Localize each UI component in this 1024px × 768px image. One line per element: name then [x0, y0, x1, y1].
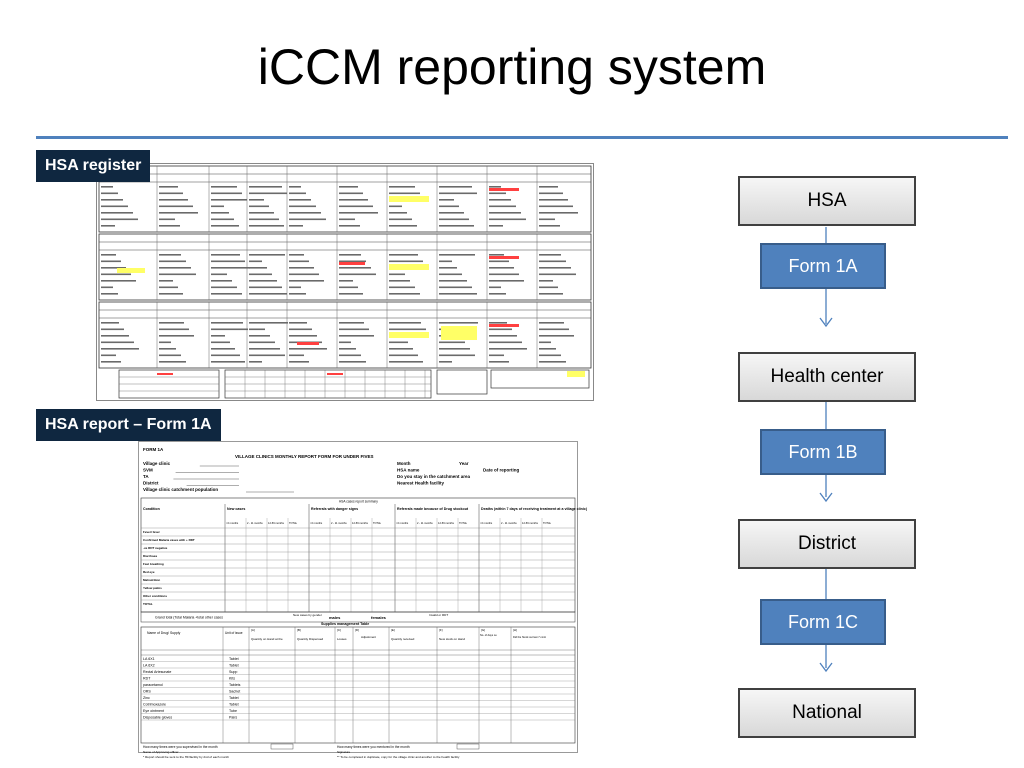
supply-name: RDT — [143, 676, 151, 681]
cases-age-header: 12-59 months — [352, 522, 368, 525]
cases-condition-label: TOTAL — [143, 602, 153, 606]
cases-condition-label: Other conditions — [143, 594, 167, 598]
form-right-field: Date of reporting — [483, 467, 520, 473]
supply-unit: Kits — [229, 676, 235, 681]
form-right-field: Nearest Health facility — [397, 480, 445, 486]
form-left-field: District — [143, 480, 159, 486]
supply-header: New stock on Hand — [439, 637, 466, 641]
flow-form-1c: Form 1C — [760, 599, 886, 645]
form-right-field: HSA name — [397, 467, 420, 473]
gender-label: New cases by gender — [293, 613, 322, 617]
footer-line: * Report should be sent to the HF/facility by 2nd of each month — [143, 755, 229, 759]
supply-unit: Tablet — [229, 663, 239, 668]
form-left-field: TA — [143, 474, 149, 479]
cases-age-header: 2 - 11 months — [331, 522, 347, 525]
supply-unit: Supp — [229, 670, 238, 674]
flow-level-national: National — [738, 688, 916, 738]
supply-unit: Sachet — [229, 689, 241, 694]
cases-age-header: 12-59 months — [268, 522, 284, 525]
form-code: FORM 1A — [143, 447, 164, 452]
cases-age-header: TOTAL — [289, 522, 298, 525]
cases-age-header: <2 months — [310, 522, 323, 525]
cases-condition-label: Fever/ fever — [143, 530, 160, 534]
supply-unit: Tablets — [229, 683, 241, 687]
supply-name: Cotrimoxazole — [143, 702, 166, 707]
cases-age-header: TOTAL — [459, 522, 468, 525]
cases-age-header: 12-59 months — [522, 522, 538, 525]
slide-title: iCCM reporting system — [257, 39, 767, 95]
supply-unit: Tablet — [229, 696, 239, 700]
supply-letter: [B] — [297, 628, 301, 632]
cases-condition-label: Confirmed Malaria cases with + RDT — [143, 538, 195, 542]
grand-total-label: Grand total (Total Malaria +total other cases — [155, 615, 223, 620]
supply-letter: [A] — [251, 628, 255, 632]
supply-letter: [E] — [391, 628, 395, 632]
flow-level-health-center: Health center — [738, 352, 916, 402]
supply-header: Losses — [337, 637, 347, 641]
supply-header: Quantity Dispensed — [297, 637, 324, 641]
hsa-register-label: HSA register — [36, 150, 150, 182]
cases-column-header: New cases — [227, 507, 246, 511]
footer-line: How many times were you mentored in the month — [337, 745, 410, 749]
cases-age-header: 12-59 months — [438, 522, 454, 525]
supply-table-caption: Supplies management Table — [321, 622, 370, 626]
gender-males-label: males — [329, 615, 341, 620]
cases-condition-label: Yellow palms — [143, 586, 162, 590]
form-left-field: SVM — [143, 467, 153, 473]
supply-name: Zinc — [143, 696, 150, 700]
supply-header: No. of days ou — [480, 634, 497, 637]
flow-form-1a: Form 1A — [760, 243, 886, 289]
invalid-rdt-label: Invalid or RDT — [429, 613, 449, 617]
supply-unit: Tube — [229, 709, 238, 713]
flow-form-1b: Form 1B — [760, 429, 886, 475]
supply-name: Eye ointment — [143, 709, 164, 713]
form-right-field: Do you stay in the catchment area — [397, 474, 471, 479]
cases-condition-label: Red eye — [143, 570, 155, 574]
footer-line: ** To be completed in duplicate, copy for the village clinic and another to the health facility — [337, 755, 460, 759]
supply-name: Rectal Artesunate — [143, 670, 172, 674]
supply-header: Name of Drug/ Supply — [147, 631, 181, 635]
cases-column-header: Deaths (within 7 days of receiving treatment at a village clinic) — [481, 507, 588, 511]
supply-header: Quantity on Hand at the — [251, 637, 283, 641]
supply-name: LA 6X1 — [143, 657, 155, 661]
supply-letter: [C] — [337, 628, 341, 632]
cases-age-header: <2 months — [480, 522, 493, 525]
supply-header: Did the Stock out last 7 conti — [513, 636, 546, 639]
cases-table-caption: HSA cases report summary — [339, 499, 378, 504]
supply-header: Adjustment — [361, 635, 377, 639]
supply-unit: Pairs — [229, 715, 238, 720]
form-right-field: Month — [397, 461, 411, 466]
cases-condition-label: Fast breathing — [143, 562, 164, 566]
footer-line: How many times were you supervised in the month — [143, 745, 218, 749]
form-heading: VILLAGE CLINICS MONTHLY REPORT FORM FOR UNDER FIVES — [235, 454, 374, 459]
cases-age-header: TOTAL — [373, 522, 382, 525]
supply-header: Quantity received — [391, 637, 415, 641]
supply-name: Disposable gloves — [143, 715, 173, 720]
cases-age-header: TOTAL — [543, 522, 552, 525]
footer-line: Signature — [337, 750, 351, 754]
form-right-field: Year — [459, 461, 469, 466]
cases-age-header: 2 - 11 months — [247, 522, 263, 525]
cases-column-header: Condition — [143, 507, 160, 511]
flow-level-district: District — [738, 519, 916, 569]
supply-name: paracetamol — [143, 683, 163, 687]
supply-letter: [H] — [513, 628, 517, 632]
cases-column-header: Referrals made because of Drug stockout — [397, 507, 469, 511]
form-left-field: Village clinic catchment population — [143, 487, 219, 492]
cases-age-header: <2 months — [226, 522, 239, 525]
supply-unit: Tablet — [229, 702, 239, 707]
supply-letter: [D] — [355, 628, 359, 632]
supply-name: LA 6X2 — [143, 663, 155, 668]
supply-letter: [G] — [481, 628, 486, 632]
cases-age-header: 2 - 11 months — [501, 522, 517, 525]
hsa-report-label: HSA report – Form 1A — [36, 409, 221, 441]
supply-header: Unit of issue — [225, 631, 243, 635]
cases-condition-label: Diarrhoea — [143, 554, 158, 558]
cases-condition-label: -ve RDT negative — [143, 546, 168, 550]
cases-age-header: 2 - 11 months — [417, 522, 433, 525]
form-left-field: Village clinic — [143, 461, 171, 466]
flow-level-hsa: HSA — [738, 176, 916, 226]
cases-condition-label: Malnutrition — [143, 578, 161, 582]
footer-line: Name of Approving officer — [143, 750, 179, 754]
supply-name: ORS — [143, 689, 151, 694]
cases-column-header: Referrals with danger signs — [311, 507, 359, 511]
gender-females-label: females — [371, 615, 386, 620]
supply-unit: Tablet — [229, 657, 239, 661]
cases-age-header: <2 months — [396, 522, 409, 525]
supply-letter: [F] — [439, 628, 443, 632]
